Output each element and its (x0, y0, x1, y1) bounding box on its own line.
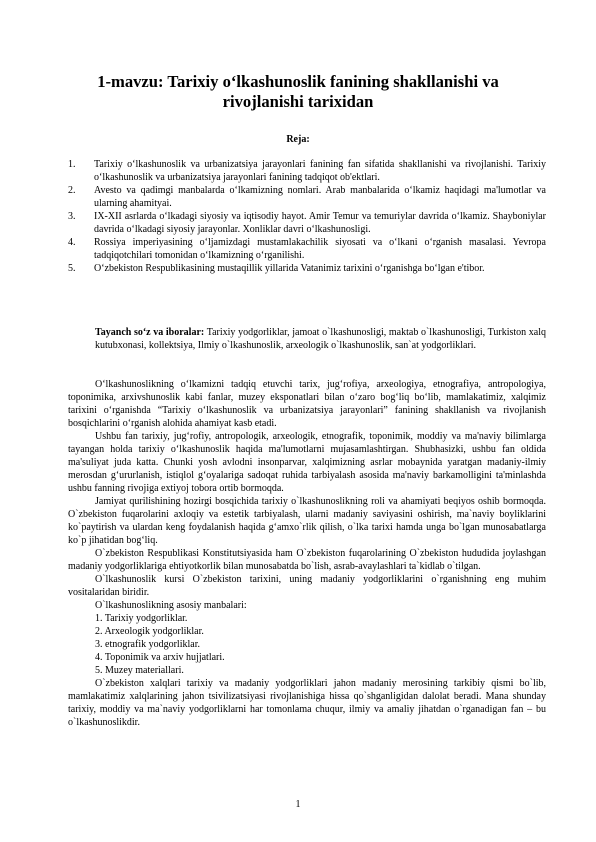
plan-item-number: 5. (68, 263, 76, 274)
plan-item-number: 3. (68, 211, 76, 222)
plan-item-text: O‘zbekiston Respublikasining mustaqillik yillarida Vatanimiz tarixini o‘rganishga bo‘lgan e'tibor. (94, 263, 485, 274)
plan-list (68, 158, 546, 275)
source-list-item: 5. Muzey materiallari. (95, 665, 184, 676)
source-list-item: 1. Tarixiy yodgorliklar. (95, 613, 188, 624)
plan-item (68, 236, 546, 262)
keywords-label: Tayanch so‘z va iboralar: (95, 327, 205, 338)
plan-heading: Reja: (286, 134, 310, 145)
plan-item-number: 4. (68, 237, 76, 248)
plan-item (68, 262, 546, 275)
plan-item-text: Tarixiy o‘lkashunoslik va urbanizatsiya jarayonlari fanining fan sifatida shakllanishi va rivojlanishi. Tarixiy o‘lkashunoslik va urbanizatsiya jarayonlari fanining tadqiqot ob'ektlari. (94, 159, 546, 183)
paragraph: O‘lkashunoslikning o‘lkamizni tadqiq etuvchi tarix, jug‘rofiya, arxeologiya, etnografiya, antropologiya, toponimika, arxivshunoslik kabi fanlar, muzey eksponatlari bilan o‘zaro bog‘liq bo‘lib, mamlakatimiz, xalqimiz tarixini o‘rganishda “Tarixiy o‘lkashunoslik va urbanizatsiya jarayonlari” fanining shakllanish va rivojlanish bosqichlarini o‘rganish alohida ahamiyat kasb etadi. (68, 379, 546, 429)
plan-item-text: IX-XII asrlarda o‘lkadagi siyosiy va iqtisodiy hayot. Amir Temur va temuriylar davrida o‘lkamiz. Shayboniylar davrida o‘lkadagi siyosiy jarayonlar. Xonliklar davri o‘lkashunosligi. (94, 211, 546, 235)
plan-item-text: Rossiya imperiyasining o‘ljamizdagi mustamlakachilik siyosati va o‘lkani o‘rganish masalasi. Yevropa tadqiqotchilari tomonidan o‘lkamizning o‘rganilishi. (94, 237, 546, 261)
keywords-text: Tarixiy yodgorliklar, jamoat o`lkashunosligi, maktab o`lkashunosligi, Turkiston xalq kutubxonasi, kollektsiya, Ilmiy o`lkashunoslik, arxeologik o`lkashunoslik, san`at yodgorliklari. (95, 327, 546, 351)
paragraph: O`lkashunoslikning asosiy manbalari: (95, 600, 247, 611)
plan-item (68, 210, 546, 236)
plan-item (68, 158, 546, 184)
plan-item-number: 1. (68, 159, 76, 170)
page-number: 1 (295, 799, 301, 810)
page-title: 1-mavzu: Tarixiy o‘lkashunoslik fanining shakllanishi va rivojlanishi tarixidan (97, 72, 499, 111)
keywords-block (95, 326, 546, 352)
paragraph: Jamiyat qurilishining hozirgi bosqichida tarixiy o`lkashunoslikning roli va ahamiyati beqiyos oshib bormoqda. O`zbekiston fuqarolarini axloqiy va estetik tarbiyalash, ularni madaniy saviyasini oshirish, ma`naviy boyliklarini ko`paytirish va ulardan keng foydalanish haqida g‘amxo`rlik qilish, o`lka tarixi hamda unga bo`lgan munosabatlarga ko`p jihatidan bog‘liq. (68, 496, 546, 546)
paragraph: O`zbekiston xalqlari tarixiy va madaniy yodgorliklari jahon madaniy merosining tarkibiy qismi bo`lib, mamlakatimiz xalqlarining jahon tsivilizatsiyasi rivojlanishiga hissa qo`shganligidan dalolat beradi. Mana shunday tarixiy, moddiy va ma`naviy yodgorliklarni har tomonlama chuqur, ilmiy va amaliy jihatdan o`rganadigan fan – bu o`lkashunoslikdir. (68, 678, 546, 728)
paragraph: O`lkashunoslik kursi O`zbekiston tarixini, uning madaniy yodgorliklarini o`rganishning eng muhim vositalaridan biridir. (68, 574, 546, 598)
source-list-item: 4. Toponimik va arxiv hujjatlari. (95, 652, 225, 663)
plan-item (68, 184, 546, 210)
paragraph: O`zbekiston Respublikasi Konstitutsiyasida ham O`zbekiston fuqarolarining O`zbekiston hududida joylashgan madaniy yodgorliklariga ehtiyotkorlik bilan munosabatda bo`lish, asrab-avaylashlari ta`kidlab o`tilgan. (68, 548, 546, 572)
plan-item-number: 2. (68, 185, 76, 196)
source-list-item: 2. Arxeologik yodgorliklar. (95, 626, 204, 637)
body-text (68, 378, 546, 729)
source-list-item: 3. etnografik yodgorliklar. (95, 639, 200, 650)
plan-item-text: Avesto va qadimgi manbalarda o‘lkamizning nomlari. Arab manbalarida o‘lkamiz haqidagi ma'lumotlar va ularning ahamityai. (94, 185, 546, 209)
paragraph: Ushbu fan tarixiy, jug‘rofiy, antropologik, arxeologik, etnografik, toponimik, moddiy va ma'naviy bilimlarga tayangan holda tarixiy o‘lkashunoslik haqida ma'lumotlarni mujasamlashtirgan. Shubhasizki, ushbu fan oldida ma'suliyat juda katta. Chunki yosh avlodni insonparvar, xalqimizning asrlar mobaynida yaratgan madaniy-ilmiy merosdan g‘ururlanish, istiqlol g‘oyalariga sadoqat ruhida tarbiyalash asosida ma'naviy barkamolligini ta'minlashda ushbu fanning rivojiga extiyoj tobora ortib bormoqda. (68, 431, 546, 494)
